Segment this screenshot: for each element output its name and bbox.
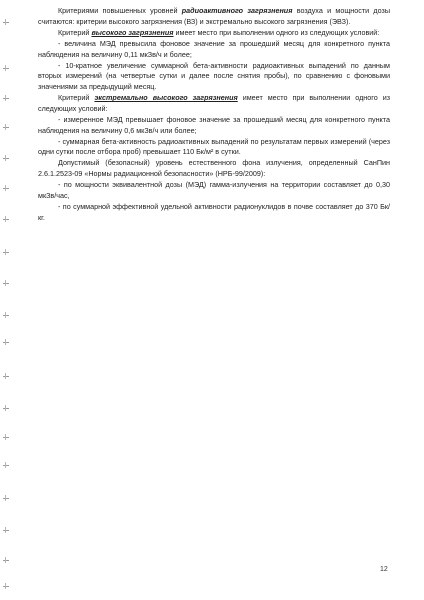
list-item: - измеренное МЭД превышает фоновое значение за прошедший месяц для конкретного пункта наблюдения на величину 0,6 мкЗв/ч или более; bbox=[38, 114, 390, 135]
list-item: - 10-кратное увеличение суммарной бета-активности радиоактивных выпадений по данным вторых измерений (на четвертые сутки и далее после снятия пробы), по сравнению с фоновыми значениями за предыдущий месяц. bbox=[38, 60, 390, 91]
binding-hole bbox=[3, 127, 9, 128]
paragraph-extreme-pollution: Критерий экстремально высокого загрязнения имеет место при выполнении одного из следующих условий: bbox=[38, 93, 391, 113]
binding-hole bbox=[3, 158, 9, 159]
binding-hole bbox=[3, 252, 9, 253]
binding-hole bbox=[3, 315, 9, 316]
binding-margin bbox=[0, 0, 12, 600]
page-number: 12 bbox=[380, 566, 388, 573]
binding-hole bbox=[3, 465, 9, 466]
binding-hole bbox=[3, 283, 9, 284]
paragraph-safe-level: Допустимый (безопасный) уровень естественного фона излучения, определенный СанПин 2.6.1.2523-09 «Нормы радиационной безопасности» (НРБ-99/2009): bbox=[38, 158, 390, 179]
binding-hole bbox=[3, 98, 9, 99]
binding-hole bbox=[3, 342, 9, 343]
list-item: - суммарная бета-активность радиоактивных выпадений по результатам первых измерений (через одни сутки после отбора проб) превышает 110 Бк/м² в сутки. bbox=[38, 136, 390, 157]
binding-hole bbox=[3, 560, 9, 561]
document-body bbox=[38, 6, 390, 224]
binding-hole bbox=[3, 408, 9, 409]
binding-hole bbox=[3, 376, 9, 377]
binding-hole bbox=[3, 530, 9, 531]
binding-hole bbox=[3, 219, 9, 220]
paragraph-high-pollution: Критерий высокого загрязнения имеет место при выполнении одного из следующих условий: bbox=[58, 27, 380, 37]
binding-hole bbox=[3, 188, 9, 189]
list-item: - по мощности эквивалентной дозы (МЭД) гамма-излучения на территории составляет до 0,30 мкЗв/час, bbox=[38, 180, 390, 200]
binding-hole bbox=[3, 498, 9, 499]
list-item: - величина МЭД превысила фоновое значение за прошедший месяц для конкретного пункта наблюдения на величину 0,11 мкЗв/ч и более; bbox=[38, 38, 390, 59]
paragraph-criteria-intro: Критериями повышенных уровней радиоактивного загрязнения воздуха и мощности дозы считаются: критерии высокого загрязнения (ВЗ) и экстремально высокого загрязнения (ЭВЗ). bbox=[38, 6, 391, 26]
list-item: - по суммарной эффективной удельной активности радионуклидов в почве составляет до 370 Бк/кг. bbox=[38, 202, 390, 222]
binding-hole bbox=[3, 68, 9, 69]
binding-hole bbox=[3, 437, 9, 438]
binding-hole bbox=[3, 22, 9, 23]
binding-hole bbox=[3, 586, 9, 587]
